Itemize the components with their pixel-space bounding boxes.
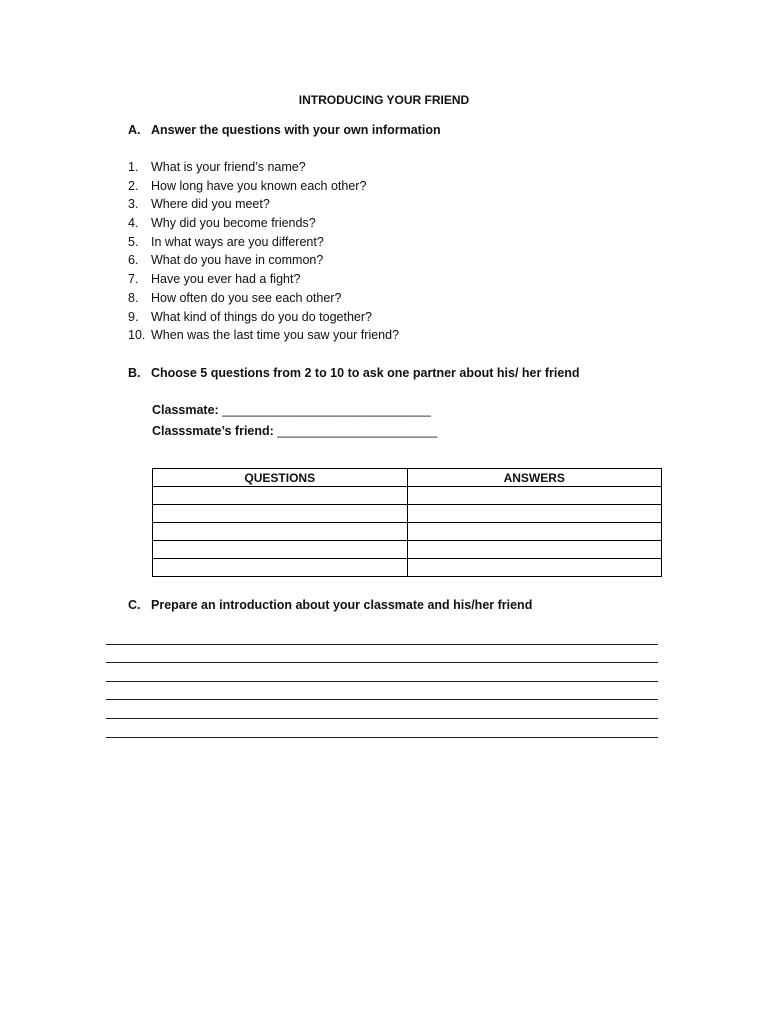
question-number: 5. <box>128 234 139 249</box>
section-b-text: Choose 5 questions from 2 to 10 to ask one partner about his/ her friend <box>151 366 580 380</box>
page-title: INTRODUCING YOUR FRIEND <box>298 93 470 107</box>
list-item <box>128 195 399 214</box>
question-cell[interactable] <box>153 559 408 577</box>
question-text: What is your friend’s name? <box>151 160 306 174</box>
question-text: How long have you known each other? <box>151 178 367 193</box>
question-cell[interactable] <box>153 541 408 559</box>
table-header-row <box>153 469 662 487</box>
writing-area <box>106 626 658 738</box>
question-text: When was the last time you saw your friend? <box>151 328 400 343</box>
classmate-friend-blank[interactable]: _______________________ <box>277 424 438 438</box>
question-number: 7. <box>128 272 139 287</box>
list-item <box>128 308 399 327</box>
classmate-friend-field <box>152 424 437 438</box>
writing-line[interactable] <box>106 682 658 701</box>
question-number: 6. <box>128 253 139 268</box>
question-text: In what ways are you different? <box>151 234 324 249</box>
writing-line[interactable] <box>106 663 658 682</box>
section-a-heading <box>128 123 441 137</box>
question-text: What kind of things do you do together? <box>151 309 372 324</box>
question-text: Why did you become friends? <box>151 216 316 231</box>
question-text: What do you have in common? <box>151 253 324 268</box>
question-number: 8. <box>128 290 139 305</box>
question-text: Have you ever had a fight? <box>151 272 301 287</box>
writing-line[interactable] <box>106 719 658 738</box>
table-row <box>153 505 662 523</box>
answer-cell[interactable] <box>407 487 662 505</box>
list-item <box>128 158 399 177</box>
question-number: 3. <box>128 197 139 212</box>
section-a-text: Answer the questions with your own information <box>151 123 441 137</box>
questions-answers-table <box>152 468 662 577</box>
section-c-letter: C. <box>128 598 141 612</box>
writing-line[interactable] <box>106 645 658 664</box>
answer-cell[interactable] <box>407 505 662 523</box>
question-number: 2. <box>128 178 139 193</box>
section-a-letter: A. <box>128 123 141 137</box>
classmate-friend-label: Classsmate’s friend: <box>152 424 274 438</box>
section-c-heading <box>128 598 532 612</box>
list-item <box>128 214 399 233</box>
table-row <box>153 487 662 505</box>
question-text: Where did you meet? <box>151 197 270 212</box>
answer-cell[interactable] <box>407 523 662 541</box>
question-text: How often do you see each other? <box>151 290 342 305</box>
table-row <box>153 541 662 559</box>
section-c-text: Prepare an introduction about your classmate and his/her friend <box>151 598 533 612</box>
list-item <box>128 233 399 252</box>
list-item <box>128 251 399 270</box>
question-cell[interactable] <box>153 523 408 541</box>
writing-line[interactable] <box>106 626 658 645</box>
question-number: 9. <box>128 309 139 324</box>
list-item <box>128 177 399 196</box>
list-item <box>128 289 399 308</box>
answer-cell[interactable] <box>407 541 662 559</box>
list-item <box>128 326 399 345</box>
question-number: 4. <box>128 216 139 231</box>
classmate-blank[interactable]: ______________________________ <box>222 403 431 417</box>
section-b-heading <box>128 366 580 380</box>
table-row <box>153 559 662 577</box>
classmate-field <box>152 403 431 417</box>
question-number: 1. <box>128 160 139 174</box>
classmate-label: Classmate: <box>152 403 219 417</box>
answers-header: ANSWERS <box>407 469 662 487</box>
list-item <box>128 270 399 289</box>
section-b-letter: B. <box>128 366 141 380</box>
question-list <box>128 158 399 345</box>
table-row <box>153 523 662 541</box>
question-cell[interactable] <box>153 487 408 505</box>
question-cell[interactable] <box>153 505 408 523</box>
question-number: 10. <box>128 328 146 343</box>
answer-cell[interactable] <box>407 559 662 577</box>
writing-line[interactable] <box>106 700 658 719</box>
questions-header: QUESTIONS <box>153 469 408 487</box>
